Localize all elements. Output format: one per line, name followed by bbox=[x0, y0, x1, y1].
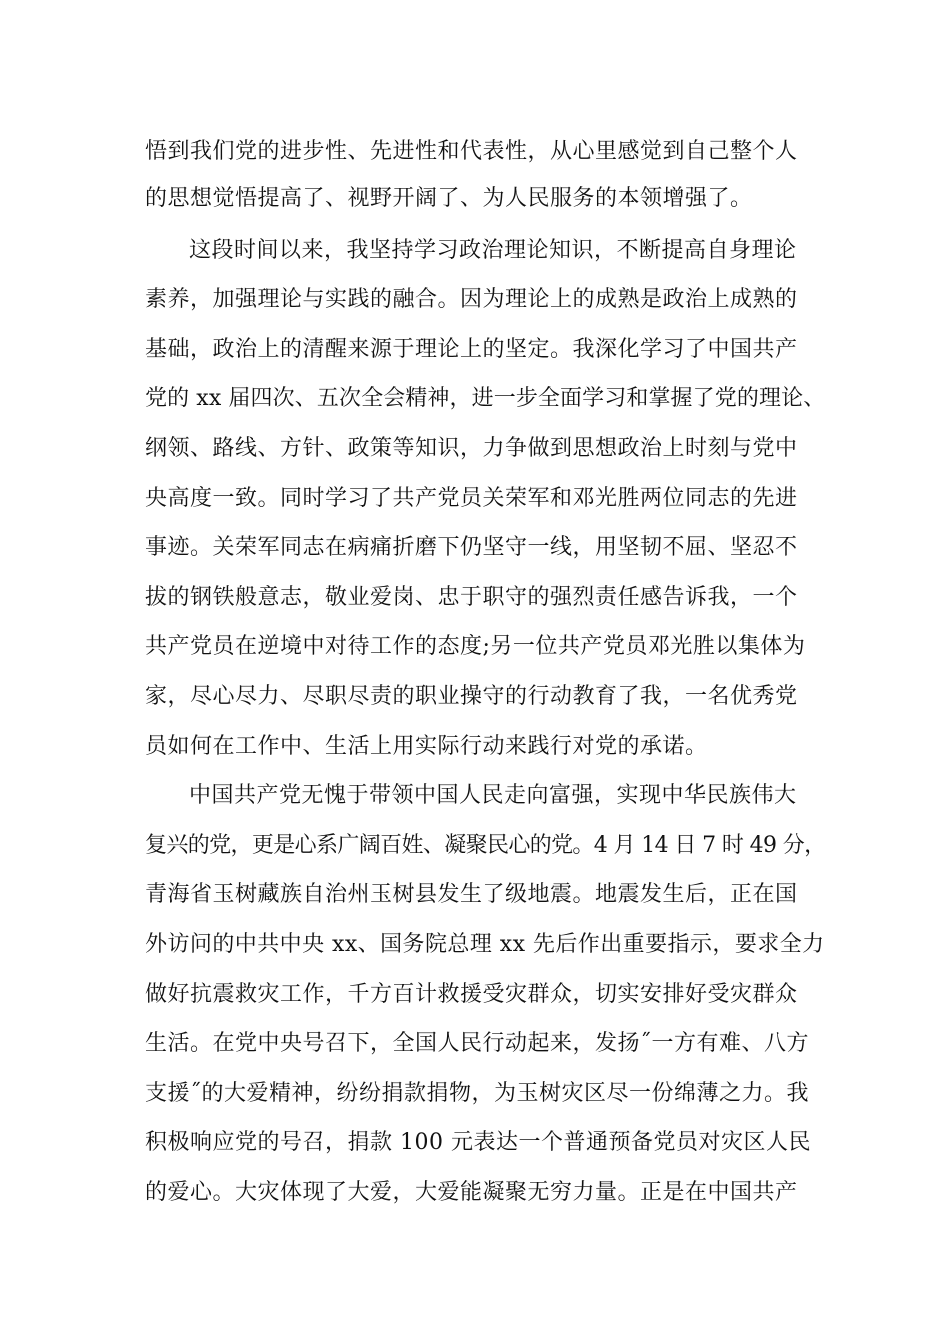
paragraph-start-line: 中国共产党无愧于带领中国人民走向富强，实现中华民族伟大 bbox=[189, 783, 797, 808]
text-line: 的爱心。大灾体现了大爱，大爱能凝聚无穷力量。正是在中国共产 bbox=[145, 1180, 798, 1205]
text-line: 悟到我们党的进步性、先进性和代表性，从心里感觉到自己整个人 bbox=[145, 139, 798, 164]
text-line: 积极响应党的号召，捐款 100 元表达一个普通预备党员对灾区人民 bbox=[145, 1130, 811, 1155]
text-line: 央高度一致。同时学习了共产党员关荣军和邓光胜两位同志的先进 bbox=[145, 486, 798, 511]
text-line: 拔的钢铁般意志，敬业爱岗、忠于职守的强烈责任感告诉我，一个 bbox=[145, 585, 798, 610]
text-line: 做好抗震救灾工作，千方百计救援受灾群众，切实安排好受灾群众 bbox=[145, 982, 798, 1007]
text-line: 党的 xx 届四次、五次全会精神，进一步全面学习和掌握了党的理论、 bbox=[145, 386, 826, 411]
text-line: 素养，加强理论与实践的融合。因为理论上的成熟是政治上成熟的 bbox=[145, 287, 798, 312]
text-line: 复兴的党，更是心系广阔百姓、凝聚民心的党。4 月 14 日 7 时 49 分， bbox=[145, 833, 826, 858]
text-line: 共产党员在逆境中对待工作的态度;另一位共产党员邓光胜以集体为 bbox=[145, 634, 806, 659]
text-line: 基础，政治上的清醒来源于理论上的坚定。我深化学习了中国共产 bbox=[145, 337, 798, 362]
text-line: 员如何在工作中、生活上用实际行动来践行对党的承诺。 bbox=[145, 734, 708, 759]
text-line: 外访问的中共中央 xx、国务院总理 xx 先后作出重要指示，要求全力 bbox=[145, 932, 825, 957]
text-line: 家，尽心尽力、尽职尽责的职业操守的行动教育了我，一名优秀党 bbox=[145, 684, 798, 709]
text-line: 生活。在党中央号召下，全国人民行动起来，发扬˝一方有难、八方 bbox=[145, 1031, 810, 1056]
text-line: 青海省玉树藏族自治州玉树县发生了级地震。地震发生后，正在国 bbox=[145, 882, 798, 907]
text-line: 支援˝的大爱精神，纷纷捐款捐物，为玉树灾区尽一份绵薄之力。我 bbox=[145, 1081, 810, 1106]
paragraph-start-line: 这段时间以来，我坚持学习政治理论知识，不断提高自身理论 bbox=[189, 238, 797, 263]
text-line: 纲领、路线、方针、政策等知识，力争做到思想政治上时刻与党中 bbox=[145, 436, 798, 461]
text-line: 事迹。关荣军同志在病痛折磨下仍坚守一线，用坚韧不屈、坚忍不 bbox=[145, 535, 798, 560]
text-line: 的思想觉悟提高了、视野开阔了、为人民服务的本领增强了。 bbox=[145, 186, 753, 211]
